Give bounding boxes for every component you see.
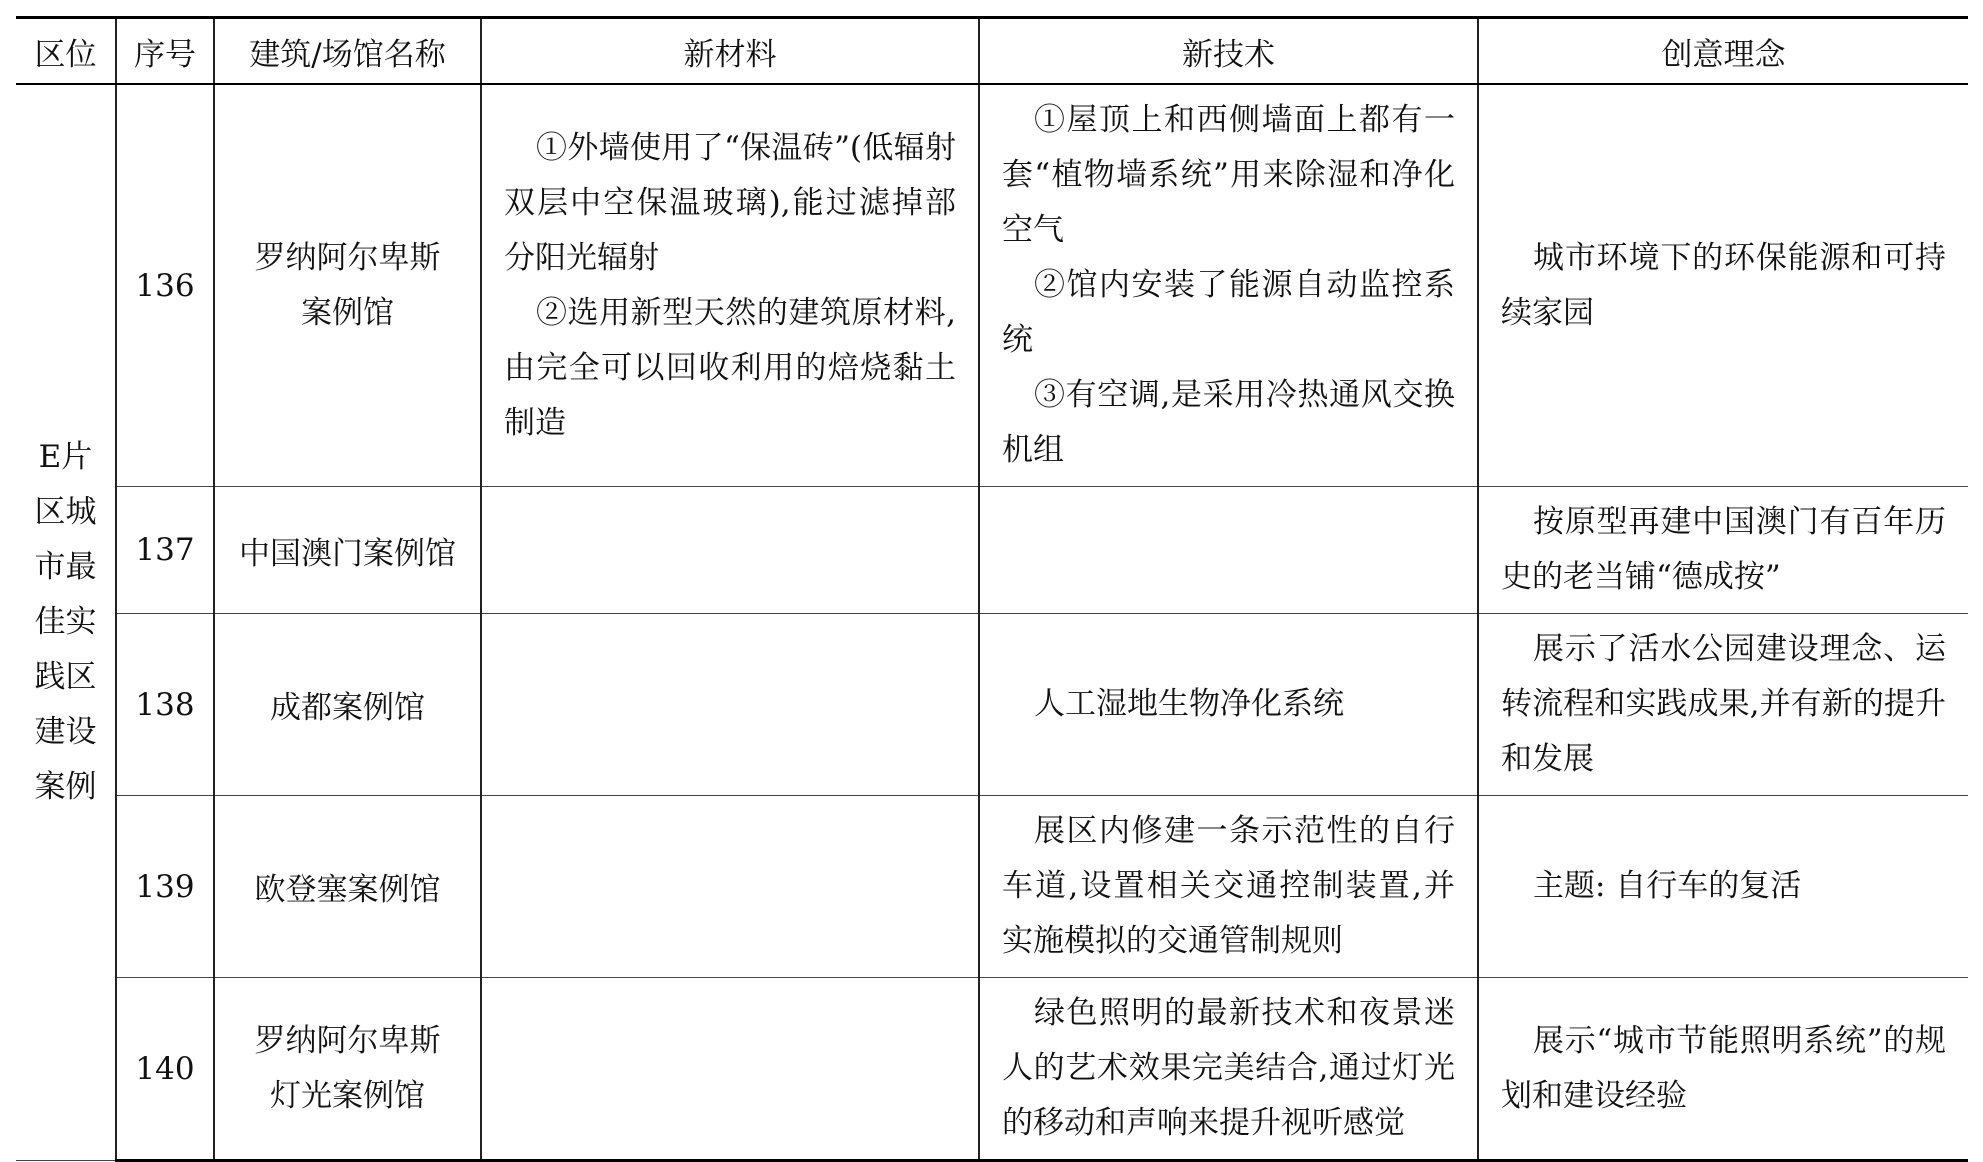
venue-name-line: 罗纳阿尔卑斯 [254, 1022, 441, 1059]
concept-cell [1478, 614, 1968, 796]
technology-item: 绿色照明的最新技术和夜景迷人的艺术效果完美结合,通过灯光的移动和声响来提升视听感觉 [1002, 995, 1455, 1141]
technology-item: 人工湿地生物净化系统 [1034, 686, 1344, 722]
concept-item: 展示“城市节能照明系统”的规划和建设经验 [1501, 1022, 1946, 1114]
header-concept: 创意理念 [1478, 18, 1968, 85]
material-cell [481, 978, 979, 1161]
technology-item: ②馆内安装了能源自动监控系统 [1002, 267, 1455, 358]
concept-item: 城市环境下的环保能源和可持续家园 [1501, 239, 1946, 331]
concept-item: 按原型再建中国澳门有百年历史的老当铺“德成按” [1501, 504, 1946, 595]
venue-name-line: 成都案例馆 [270, 690, 425, 726]
material-item: ②选用新型天然的建筑原材料,由完全可以回收利用的焙烧黏土制造 [504, 294, 956, 441]
material-cell [481, 84, 979, 487]
concept-cell [1478, 487, 1968, 614]
technology-cell [979, 487, 1478, 614]
concept-cell [1478, 796, 1968, 978]
material-cell [481, 796, 979, 978]
venue-name [214, 978, 481, 1161]
venue-name-line: 灯光案例馆 [270, 1077, 425, 1114]
table-row [16, 796, 1968, 978]
technology-item: 展区内修建一条示范性的自行车道,设置相关交通控制装置,并实施模拟的交通管制规则 [1002, 813, 1455, 959]
row-number: 139 [116, 796, 214, 978]
concept-cell [1478, 978, 1968, 1161]
table-header-row [16, 18, 1968, 85]
venue-name [214, 487, 481, 614]
table-row [16, 614, 1968, 796]
venue-name [214, 614, 481, 796]
technology-item: ①屋顶上和西侧墙面上都有一套“植物墙系统”用来除湿和净化空气 [1002, 102, 1455, 248]
header-technology: 新技术 [979, 18, 1478, 85]
row-number: 137 [116, 487, 214, 614]
venue-name [214, 796, 481, 978]
venue-name-line: 案例馆 [301, 294, 394, 331]
technology-cell [979, 614, 1478, 796]
technology-cell [979, 796, 1478, 978]
header-district: 区位 [16, 18, 116, 85]
venue-name-line: 罗纳阿尔卑斯 [254, 239, 441, 276]
venue-table-container [16, 16, 1968, 1162]
row-number: 140 [116, 978, 214, 1161]
header-number: 序号 [116, 18, 214, 85]
header-material: 新材料 [481, 18, 979, 85]
expo-case-table [16, 16, 1968, 1162]
venue-name-line: 欧登塞案例馆 [254, 872, 441, 908]
concept-cell [1478, 84, 1968, 487]
venue-name-line: 中国澳门案例馆 [239, 535, 456, 572]
technology-item: ③有空调,是采用冷热通风交换机组 [1002, 377, 1455, 468]
venue-name [214, 84, 481, 487]
concept-item: 主题: 自行车的复活 [1533, 868, 1802, 904]
table-row [16, 84, 1968, 487]
material-cell [481, 487, 979, 614]
row-number: 138 [116, 614, 214, 796]
district-cell [16, 84, 116, 1161]
material-item: ①外墙使用了“保温砖”(低辐射双层中空保温玻璃),能过滤掉部分阳光辐射 [504, 129, 956, 276]
table-row [16, 978, 1968, 1161]
technology-cell [979, 978, 1478, 1161]
header-venue: 建筑/场馆名称 [214, 18, 481, 85]
technology-cell [979, 84, 1478, 487]
table-row [16, 487, 1968, 614]
row-number: 136 [116, 84, 214, 487]
material-cell [481, 614, 979, 796]
district-label: E片区城市最佳实践区建设案例 [34, 439, 97, 805]
concept-item: 展示了活水公园建设理念、运转流程和实践成果,并有新的提升和发展 [1501, 631, 1946, 777]
